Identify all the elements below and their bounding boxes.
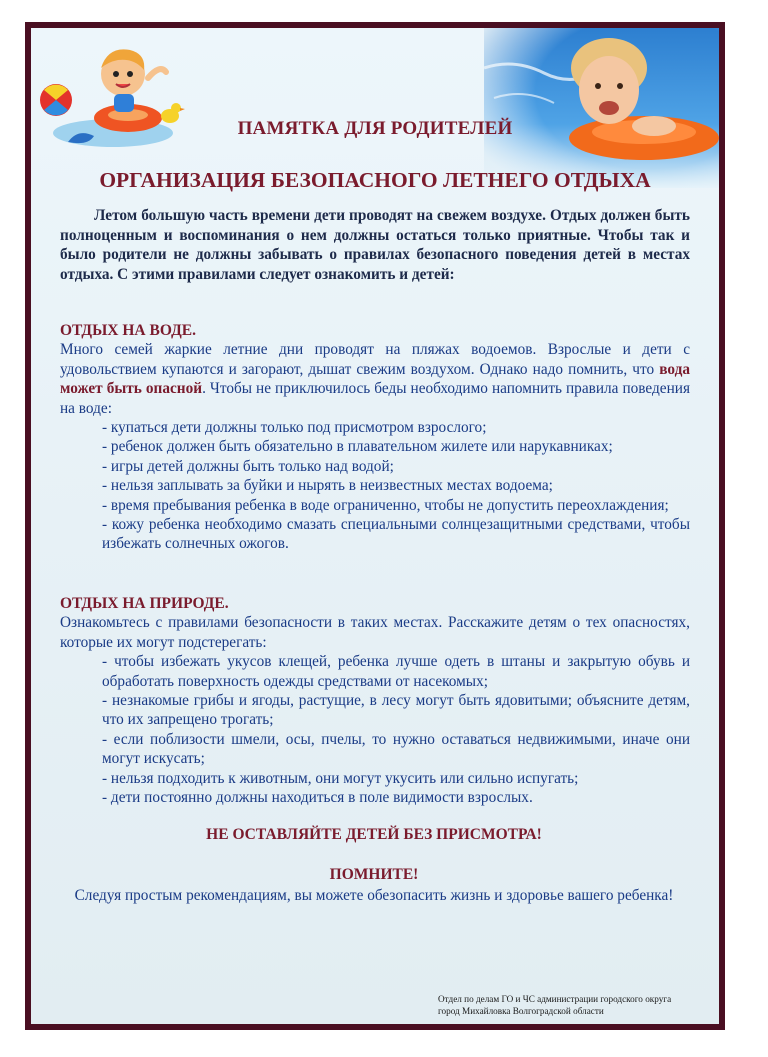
list-item: - игры детей должны быть только над водой; — [102, 457, 394, 475]
list-item: - кожу ребенка необходимо смазать специальными солнцезащитными средствами, чтобы избежать солнечных ожогов. — [102, 516, 690, 553]
list-item: - дети постоянно должны находиться в поле видимости взрослых. — [102, 789, 533, 807]
remember-heading: ПОМНИТЕ! — [329, 866, 419, 883]
list-item: - чтобы избежать укусов клещей, ребенка лучше одеть в штаны и закрытую обувь и обработать поверхность одежды средствами от насекомых; — [102, 653, 690, 690]
list-item: - время пребывания ребенка в воде ограниченно, чтобы не допустить переохлаждения; — [102, 496, 669, 514]
list-item: - если поблизости шмели, осы, пчелы, то нужно оставаться недвижимыми, иначе они могут искусать; — [102, 730, 690, 768]
nature-section-heading: ОТДЫХ НА ПРИРОДЕ. — [60, 595, 229, 612]
list-item: - незнакомые грибы и ягоды, растущие, в лесу могут быть ядовитыми; объясните детям, что их запрещено трогать; — [102, 692, 690, 729]
list-item: - нельзя подходить к животным, они могут укусить или сильно испугать; — [102, 769, 579, 787]
list-item: - купаться дети должны только под присмотром взрослого; — [102, 419, 487, 437]
page-subtitle: ОРГАНИЗАЦИЯ БЕЗОПАСНОГО ЛЕТНЕГО ОТДЫХА — [99, 168, 651, 192]
cartoon-swimmer-illustration — [38, 38, 198, 158]
water-section-text — [60, 340, 690, 418]
water-section — [60, 321, 690, 554]
nature-section-text: Ознакомьтесь с правилами безопасности в таких местах. Расскажите детям о тех опасностях, которые их могут подстерегать: — [60, 614, 690, 651]
advice-text: Следуя простым рекомендациям, вы можете обезопасить жизнь и здоровье вашего ребенка! — [74, 887, 674, 904]
water-text-emphasis: вода может быть опасной — [60, 360, 690, 398]
page-title: ПАМЯТКА ДЛЯ РОДИТЕЛЕЙ — [237, 118, 513, 139]
water-section-heading: ОТДЫХ НА ВОДЕ. — [60, 322, 196, 339]
intro-paragraph: Летом большую часть времени дети проводят на свежем воздухе. Отдых должен быть полноценным и воспоминания о нем должны остаться только приятные. Чтобы так и было родители не должны забывать о правилах безопасного поведения детей в местах отдыха. С этими правилами следует ознакомить и детей: — [60, 207, 690, 283]
nature-section — [60, 594, 690, 807]
footer-line: город Михайловка Волгоградской области — [438, 1005, 604, 1016]
child-swimming-photo — [484, 28, 719, 188]
nature-rules-list — [60, 652, 690, 807]
list-item: - нельзя заплывать за буйки и нырять в неизвестных местах водоема; — [102, 477, 553, 495]
warning-heading: НЕ ОСТАВЛЯЙТЕ ДЕТЕЙ БЕЗ ПРИСМОТРА! — [206, 826, 542, 843]
water-rules-list — [60, 418, 690, 554]
footer-credit — [438, 994, 708, 1017]
water-text-part: . Чтобы не приключилось беды необходимо напомнить правила поведения на воде: — [60, 380, 690, 417]
list-item: - ребенок должен быть обязательно в плавательном жилете или нарукавниках; — [102, 438, 613, 456]
water-text-part: Много семей жаркие летние дни проводят на пляжах водоемов. Взрослые и дети с удовольствием купаются и загорают, дышат свежим воздухом. Однако надо помнить, что — [60, 341, 690, 378]
footer-line: Отдел по делам ГО и ЧС администрации городского округа — [438, 994, 672, 1004]
